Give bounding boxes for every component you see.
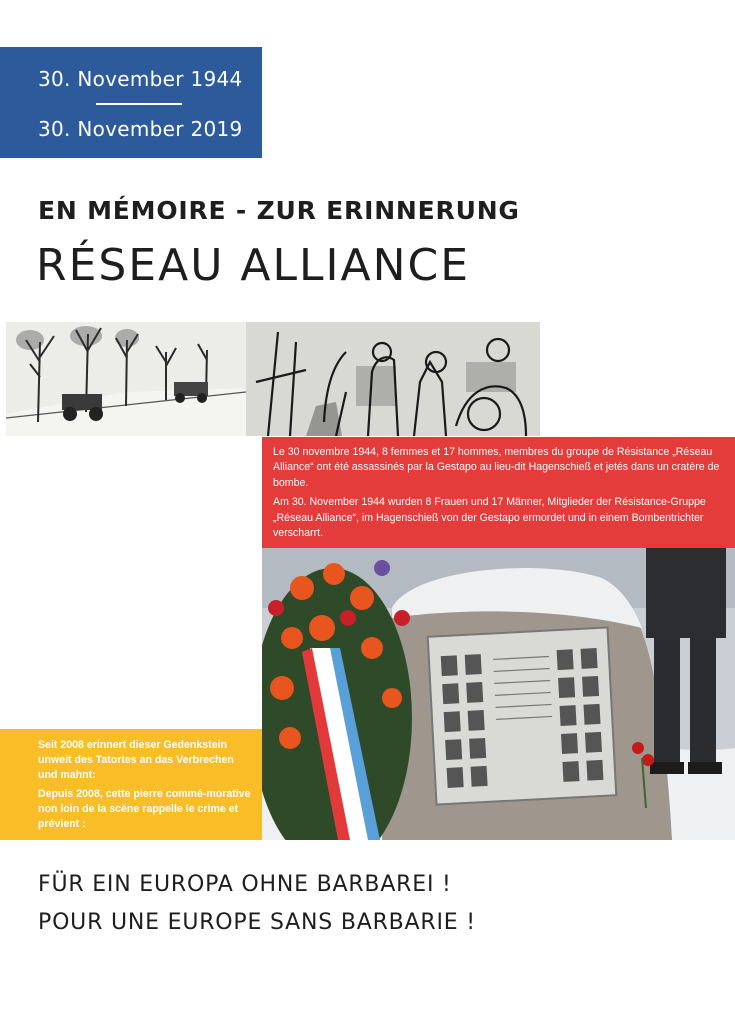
history-text-french: Le 30 novembre 1944, 8 femmes et 17 hommes, membres du groupe de Résistance „Réseau Alliance“ ont été assassinés par la Gestapo au lieu-dit Hagenschieß et jetés dans un cratère de bombe.	[273, 446, 720, 489]
memorial-stone-photo	[262, 548, 735, 840]
history-text-german: Am 30. November 1944 wurden 8 Frauen und 17 Männer, Mitglieder der Résistance-Gruppe „Réseau Alliance“, im Hagenschieß von der Gestapo ermordet und in einem Bombentrichter verscharrt.	[273, 496, 706, 540]
slogan-french: POUR UNE EUROPE SANS BARBARIE !	[38, 910, 476, 935]
history-text-box	[262, 437, 735, 548]
memorial-text-french: Depuis 2008, cette pierre commé-morative non loin de la scène rappelle le crime et prévient :	[38, 787, 251, 831]
headline: EN MÉMOIRE - ZUR ERINNERUNG	[38, 196, 520, 225]
date-banner	[0, 47, 262, 158]
historical-sketch-image	[6, 322, 540, 436]
main-title: RÉSEAU ALLIANCE	[36, 240, 471, 291]
date-divider	[96, 103, 182, 105]
end-date: 30. November 2019	[38, 117, 243, 141]
slogan-german: FÜR EIN EUROPA OHNE BARBAREI !	[38, 872, 452, 897]
memorial-text-german: Seit 2008 erinnert dieser Gedenkstein unweit des Tatortes an das Verbrechen und mahnt:	[38, 739, 234, 782]
start-date: 30. November 1944	[38, 67, 243, 91]
memorial-text-box	[0, 729, 262, 840]
